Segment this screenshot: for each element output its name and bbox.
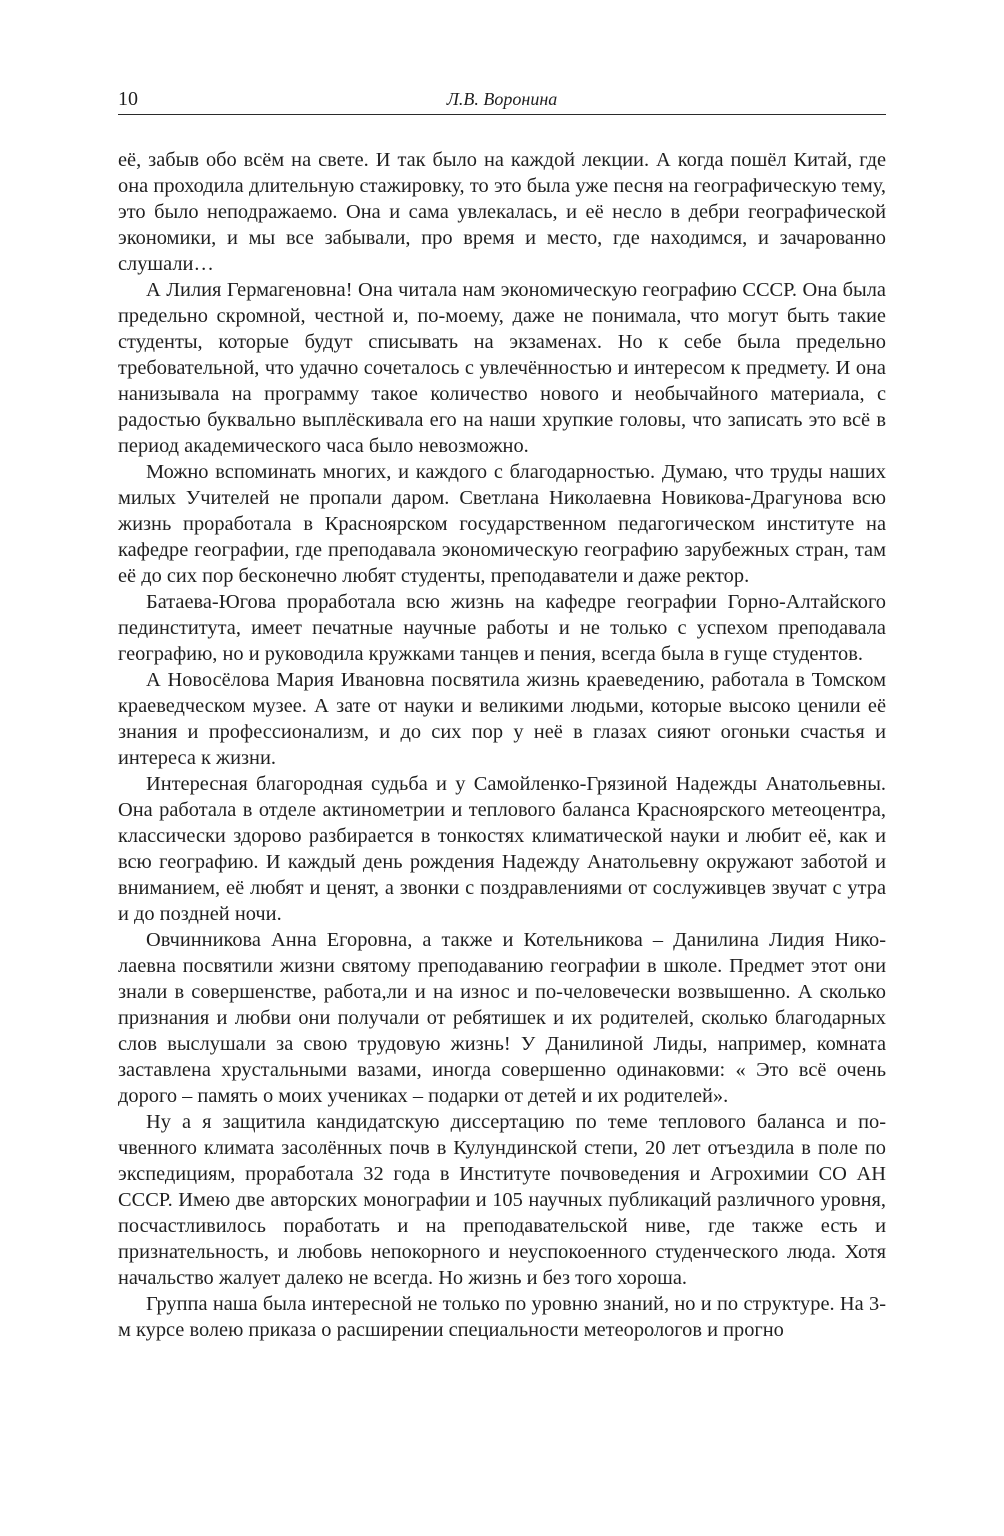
paragraph: Группа наша была интересной не только по уровню знаний, но и по структуре. На 3-м курсе волею приказа о расширении специальности метеорологов и прогно [118,1293,886,1341]
paragraph: Овчинникова Анна Егоровна, а также и Котельникова – Данилина Лидия Николаевна посвятили жизни святому преподаванию географии в школе. Предмет этот они знали в совершенстве, работа,ли и на износ и по-человечески возвышенно. А сколько признания и любви они получали от ребятишек и их родителей, сколько благодарных слов выслушали за свою трудовую жизнь! У Данилиной Лиды, например, комната заставлена хрустальными вазами, иногда совершенно одинаковми: « Это всё очень дорого – память о моих учениках – подарки от детей и их родителей». [118,929,886,1107]
paragraph: её, забыв обо всём на свете. И так было на каждой лекции. А когда пошёл Китай, где она проходила длительную стажировку, то это была уже песня на географическую тему, это было неподражаемо. Она и сама увлекалась, и её несло в дебри географической экономики, и мы все забывали, про время и место, где находимся, и зачарованно слушали… [118,149,886,275]
paragraph: Интересная благородная судьба и у Самойленко-Грязиной Надежды Анатольевны. Она работала в отделе актинометрии и теплового баланса Красноярского метеоцентра, классически здорово разбирается в тонкостях климатической науки и любит её, как и всю географию. И каждый день рождения Надежду Анатольевну окружают заботой и вниманием, её любят и ценят, а звонки с поздравлениями от сослуживцев звучат с утра и до поздней ночи. [118,773,886,925]
paragraph: А Новосёлова Мария Ивановна посвятила жизнь краеведению, работала в Томском краеведческом музее. А зате от науки и великими людьми, которые высоко ценили её знания и профессионализм, и до сих пор у неё в глазах сияют огоньки счастья и интереса к жизни. [118,669,886,769]
paragraph: Батаева-Югова проработала всю жизнь на кафедре географии Горно-Алтайского пединститута, имеет печатные научные работы и не только с успехом преподавала географию, но и руководила кружками танцев и пения, всегда была в гуще студентов. [118,591,886,665]
paragraph: Можно вспоминать многих, и каждого с благодарностью. Думаю, что труды наших милых Учителей не пропали даром. Светлана Николаевна Новикова-Драгунова всю жизнь проработала в Красноярском государственном педагогическом институте на кафедре географии, где преподавала экономическую географию зарубежных стран, там её до сих пор бесконечно любят студенты, преподаватели и даже ректор. [118,461,886,587]
running-title-author: Л.В. Воронина [446,89,558,109]
running-header [118,86,886,115]
paragraph: А Лилия Гермагеновна! Она читала нам экономическую географию СССР. Она была предельно скромной, честной и, по-моему, даже не понимала, что могут быть такие студенты, которые будут списывать на экзаменах. Но к себе была предельно требовательной, что удачно сочеталось с увлечённостью и интересом к предмету. И она нанизывала на программу такое количество нового и необычайного материала, с радостью буквально выплёскивала его на наши хрупкие головы, что записать это всё в период академического часа было невозможно. [118,279,886,457]
body-text [118,147,886,1343]
page-number: 10 [118,88,138,110]
book-page [118,86,886,1343]
paragraph: Ну а я защитила кандидатскую диссертацию по теме теплового баланса и почвенного климата засолённых почв в Кулундинской степи, 20 лет отъездила в поле по экспедициям, проработала 32 года в Институте почвоведения и Агрохимии СО АН СССР. Имею две авторских монографии и 105 научных публикаций различного уровня, посчастливилось поработать и на преподавательской ниве, где также есть и признательность, и любовь непокорного и неуспокоенного студенческого люда. Хотя начальство жалует далеко не всегда. Но жизнь и без того хороша. [118,1111,886,1289]
